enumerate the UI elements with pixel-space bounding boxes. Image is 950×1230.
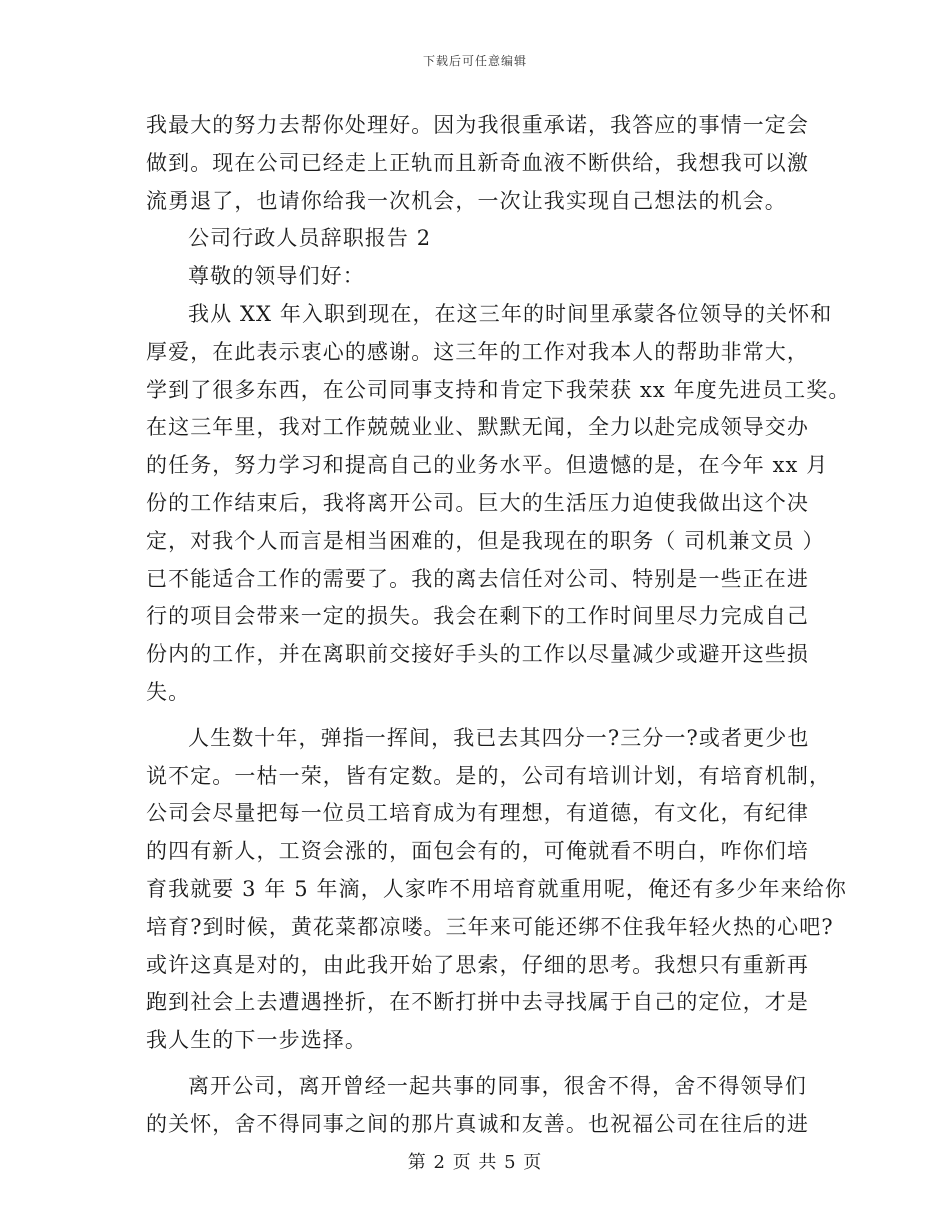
body-line: 跑到社会上去遭遇挫折，在不断打拼中去寻找属于自己的定位，才是 bbox=[146, 990, 809, 1015]
body-line: 培育?到时候，黄花菜都凉喽。三年来可能还绑不住我年轻火热的心吧? bbox=[146, 914, 834, 939]
body-line: 育我就要 3 年 5 年滴，人家咋不用培育就重用呢，俺还有多少年来给你 bbox=[146, 876, 847, 901]
body-line: 我最大的努力去帮你处理好。因为我很重承诺，我答应的事情一定会 bbox=[146, 113, 809, 137]
body-line: 做到。现在公司已经走上正轨而且新奇血液不断供给，我想我可以激 bbox=[146, 150, 809, 175]
body-line: 的任务，努力学习和提高自己的业务水平。但遗憾的是，在今年 xx 月 bbox=[146, 453, 829, 478]
salutation: 尊敬的领导们好： bbox=[188, 264, 365, 289]
body-line: 我从 XX 年入职到现在，在这三年的时间里承蒙各位领导的关怀和 bbox=[188, 301, 833, 326]
body-line: 定，对我个人而言是相当困难的，但是我现在的职务（ 司机兼文员 ） bbox=[146, 528, 825, 553]
body-line: 人生数十年，弹指一挥间，我已去其四分一?三分一?或者更少也 bbox=[188, 725, 810, 750]
body-line: 的四有新人，工资会涨的，面包会有的，可俺就看不明白，咋你们培 bbox=[146, 839, 809, 864]
document-body bbox=[146, 107, 851, 1144]
body-line: 或许这真是对的，由此我开始了思索，仔细的思考。我想只有重新再 bbox=[146, 952, 809, 977]
body-line: 我人生的下一步选择。 bbox=[146, 1028, 367, 1053]
body-line: 失。 bbox=[146, 679, 191, 704]
body-line: 行的项目会带来一定的损失。我会在剩下的工作时间里尽力完成自己 bbox=[146, 604, 809, 629]
body-line: 的关怀，舍不得同事之间的那片真诚和友善。也祝福公司在往后的进 bbox=[146, 1111, 809, 1136]
page-header: 下载后可任意编辑 bbox=[422, 54, 527, 68]
section-title: 公司行政人员辞职报告 2 bbox=[188, 226, 432, 251]
page-number: 第 2 页 共 5 页 bbox=[407, 1152, 543, 1173]
body-line: 公司会尽量把每一位员工培育成为有理想，有道德，有文化，有纪律 bbox=[146, 801, 809, 826]
body-line: 学到了很多东西，在公司同事支持和肯定下我荣获 xx 年度先进员工奖。 bbox=[146, 377, 851, 402]
body-line: 离开公司，离开曾经一起共事的同事，很舍不得，舍不得领导们 bbox=[188, 1073, 807, 1098]
body-line: 流勇退了，也请你给我一次机会，一次让我实现自己想法的机会。 bbox=[146, 188, 787, 213]
body-line: 说不定。一枯一荣，皆有定数。是的，公司有培训计划，有培育机制， bbox=[146, 763, 832, 788]
body-line: 在这三年里，我对工作兢兢业业、默默无闻，全力以赴完成领导交办 bbox=[146, 415, 809, 440]
body-line: 份的工作结束后，我将离开公司。巨大的生活压力迫使我做出这个决 bbox=[146, 490, 809, 515]
body-line: 厚爱，在此表示衷心的感谢。这三年的工作对我本人的帮助非常大， bbox=[146, 339, 809, 364]
body-line: 份内的工作，并在离职前交接好手头的工作以尽量减少或避开这些损 bbox=[146, 642, 809, 667]
body-line: 已不能适合工作的需要了。我的离去信任对公司、特别是一些正在进 bbox=[146, 566, 809, 591]
